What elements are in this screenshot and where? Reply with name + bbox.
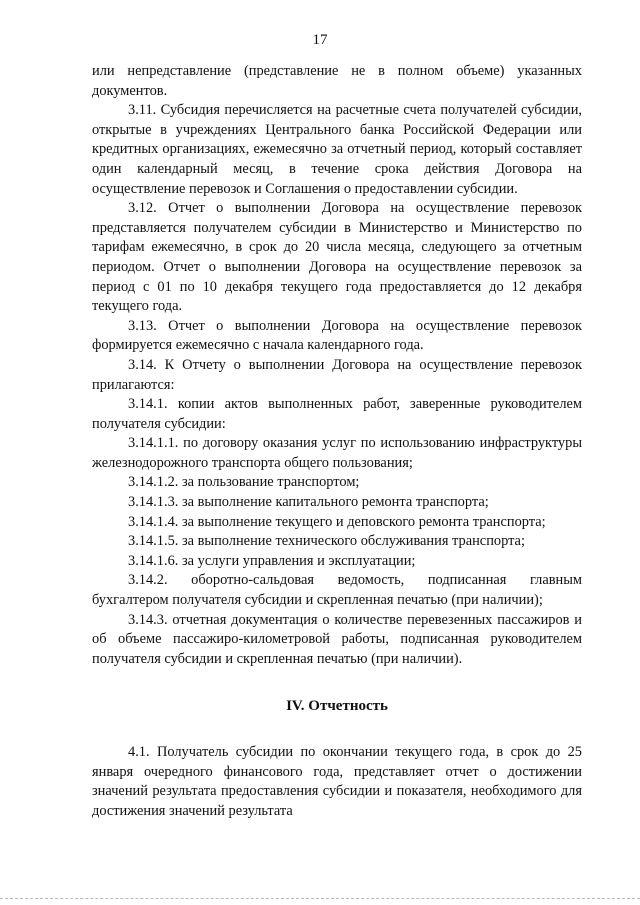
paragraph: 3.13. Отчет о выполнении Договора на осуществление перевозок формируется ежемесячно с начала календарного года.: [92, 317, 582, 354]
paragraphs-top: [92, 62, 582, 669]
paragraph: 3.14.1.1. по договору оказания услуг по использованию инфраструктуры железнодорожного транспорта общего пользования;: [92, 435, 582, 471]
scan-bottom-edge: [0, 898, 640, 899]
paragraph: 3.14. К Отчету о выполнении Договора на осуществление перевозок прилагаются:: [92, 356, 582, 393]
paragraph: 3.14.1.4. за выполнение текущего и деповского ремонта транспорта;: [128, 513, 546, 530]
paragraph: или непредставление (представление не в полном объеме) указанных документов.: [92, 63, 582, 99]
section-heading: IV. Отчетность: [286, 698, 388, 715]
paragraph: 3.11. Субсидия перечисляется на расчетные счета получателей субсидии, открытые в учреждениях Центрального банка Российской Федерации или кредитных организациях, ежемесячно за отчетный период, который составляет один календарный месяц, в течение срока действия Договора на осуществление перевозок и Соглашения о предоставлении субсидии.: [92, 102, 582, 197]
paragraph: 3.14.1.2. за пользование транспортом;: [128, 474, 360, 491]
paragraph: 3.12. Отчет о выполнении Договора на осуществление перевозок представляется получателем субсидии в Министерство и Министерство по тарифам ежемесячно, в срок до 20 числа месяца, следующего за отчетным периодом. Отчет о выполнении Договора на осуществление перевозок за период с 01 по 10 декабря текущего года предоставляется до 12 декабря текущего года.: [92, 200, 582, 315]
paragraph: 3.14.1.3. за выполнение капитального ремонта транспорта;: [128, 494, 489, 511]
paragraph: 3.14.2. оборотно-сальдовая ведомость, подписанная главным бухгалтером получателя субсидии и скрепленная печатью (при наличии);: [92, 572, 582, 609]
page-number: 17: [312, 32, 328, 48]
paragraphs-bottom: [92, 743, 582, 821]
document-body: [92, 62, 582, 821]
paragraph: 4.1. Получатель субсидии по окончании текущего года, в срок до 25 января очередного финансового года, представляет отчет о достижении значений результата предоставления субсидии и показателя, необходимого для достижения значений результата: [92, 744, 582, 819]
paragraph: 3.14.1.5. за выполнение технического обслуживания транспорта;: [128, 533, 525, 550]
paragraph: 3.14.1.6. за услуги управления и эксплуатации;: [128, 552, 416, 569]
paragraph: 3.14.3. отчетная документация о количестве перевезенных пассажиров и об объеме пассажиро-километровой работы, подписанная руководителем получателя субсидии и скрепленная печатью (при наличии).: [92, 611, 582, 667]
paragraph: 3.14.1. копии актов выполненных работ, заверенные руководителем получателя субсидии:: [92, 396, 582, 432]
